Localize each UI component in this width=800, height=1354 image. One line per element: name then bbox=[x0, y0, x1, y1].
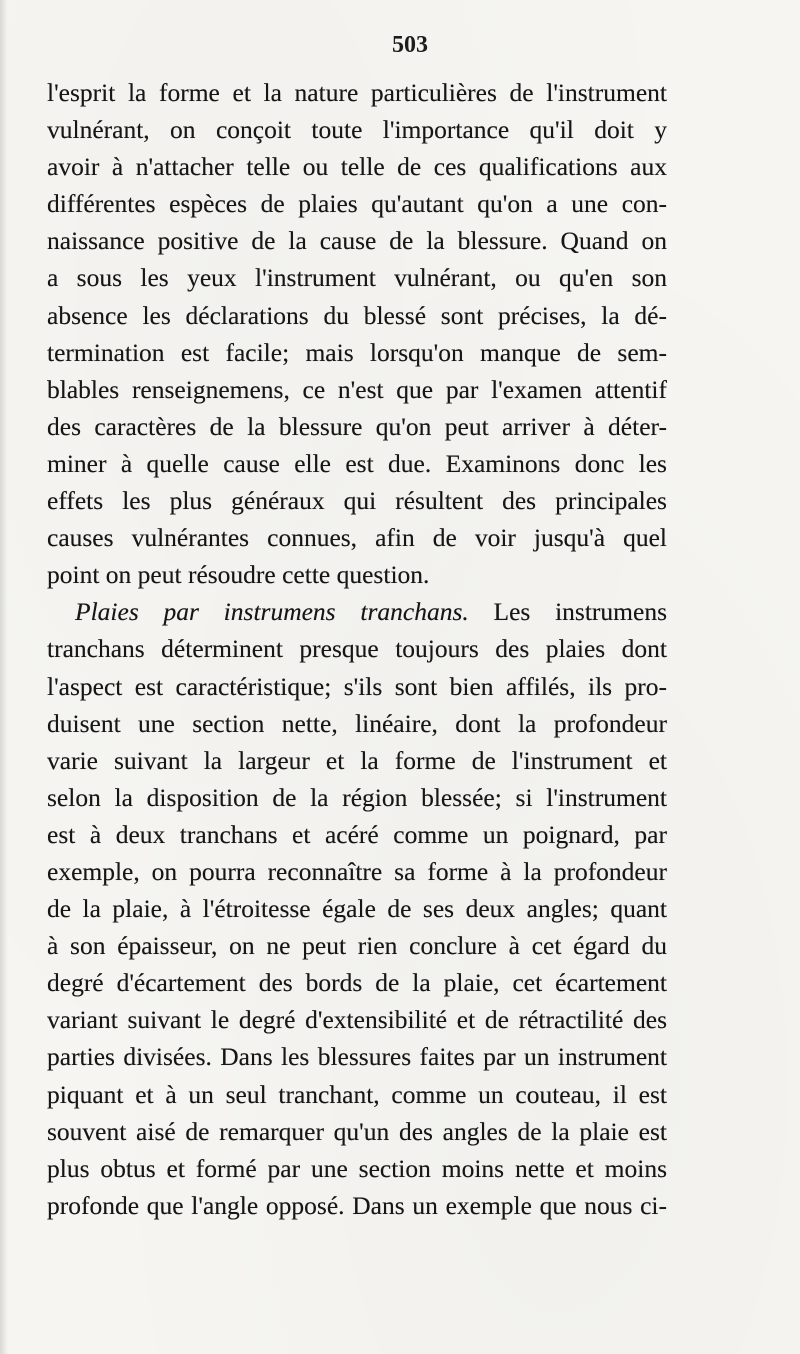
text-line: duisent une section nette, linéaire, dont la profondeur bbox=[47, 708, 667, 738]
text-line: de la plaie, à l'étroitesse égale de ses deux angles; quant bbox=[47, 894, 667, 924]
text-line: selon la disposition de la région blessée; si l'instrument bbox=[47, 782, 667, 812]
text-line: l'esprit la forme et la nature particulières de l'instrument bbox=[47, 78, 667, 107]
text-line: effets les plus généraux qui résultent des principales bbox=[47, 486, 667, 516]
text-line: souvent aisé de remarquer qu'un des angles de la plaie est bbox=[47, 1116, 667, 1146]
text-line: est à deux tranchans et acéré comme un poignard, par bbox=[47, 819, 667, 849]
text-line: piquant et à un seul tranchant, comme un couteau, il est bbox=[47, 1079, 667, 1109]
text-line: variant suivant le degré d'extensibilité et de rétractilité des bbox=[47, 1005, 667, 1035]
text-line: plus obtus et formé par une section moins nette et moins bbox=[47, 1153, 667, 1183]
text-line: miner à quelle cause elle est due. Examinons donc les bbox=[47, 448, 667, 478]
text-line: profonde que l'angle opposé. Dans un exemple que nous ci- bbox=[47, 1190, 667, 1220]
text-line: naissance positive de la cause de la blessure. Quand on bbox=[47, 226, 667, 256]
text-line: à son épaisseur, on ne peut rien conclure à cet égard du bbox=[47, 931, 667, 961]
text-line: l'aspect est caractéristique; s'ils sont bien affilés, ils pro- bbox=[47, 671, 667, 701]
text-line: avoir à n'attacher telle ou telle de ces qualifications aux bbox=[47, 152, 667, 182]
text-line: parties divisées. Dans les blessures faites par un instrument bbox=[47, 1042, 667, 1072]
text-line: a sous les yeux l'instrument vulnérant, ou qu'en son bbox=[47, 263, 667, 293]
section-heading: Plaies par instrumens tranchans. bbox=[75, 597, 469, 627]
text-fragment: Les instrumens bbox=[493, 597, 668, 627]
page-edge-shadow bbox=[0, 0, 8, 1354]
text-line: exemple, on pourra reconnaître sa forme à la profondeur bbox=[47, 856, 667, 886]
text-line: blables renseignemens, ce n'est que par l'examen attentif bbox=[47, 374, 667, 404]
page-number: 503 bbox=[392, 32, 428, 58]
text-line: vulnérant, on conçoit toute l'importance qu'il doit y bbox=[47, 115, 667, 145]
text-line: des caractères de la blessure qu'on peut arriver à déter- bbox=[47, 411, 667, 441]
text-line: causes vulnérantes connues, afin de voir jusqu'à quel bbox=[47, 523, 667, 553]
text-line: différentes espèces de plaies qu'autant qu'on a une con- bbox=[47, 189, 667, 219]
text-line: degré d'écartement des bords de la plaie, cet écartement bbox=[47, 968, 667, 998]
text-line: tranchans déterminent presque toujours des plaies dont bbox=[47, 634, 667, 664]
text-line: termination est facile; mais lorsqu'on manque de sem- bbox=[47, 337, 667, 367]
text-line: point on peut résoudre cette question. bbox=[47, 560, 430, 590]
text-line: absence les déclarations du blessé sont précises, la dé- bbox=[47, 300, 667, 330]
paragraph-heading-line bbox=[47, 593, 667, 630]
text-line: varie suivant la largeur et la forme de l'instrument et bbox=[47, 745, 667, 775]
body-text bbox=[47, 74, 667, 1224]
